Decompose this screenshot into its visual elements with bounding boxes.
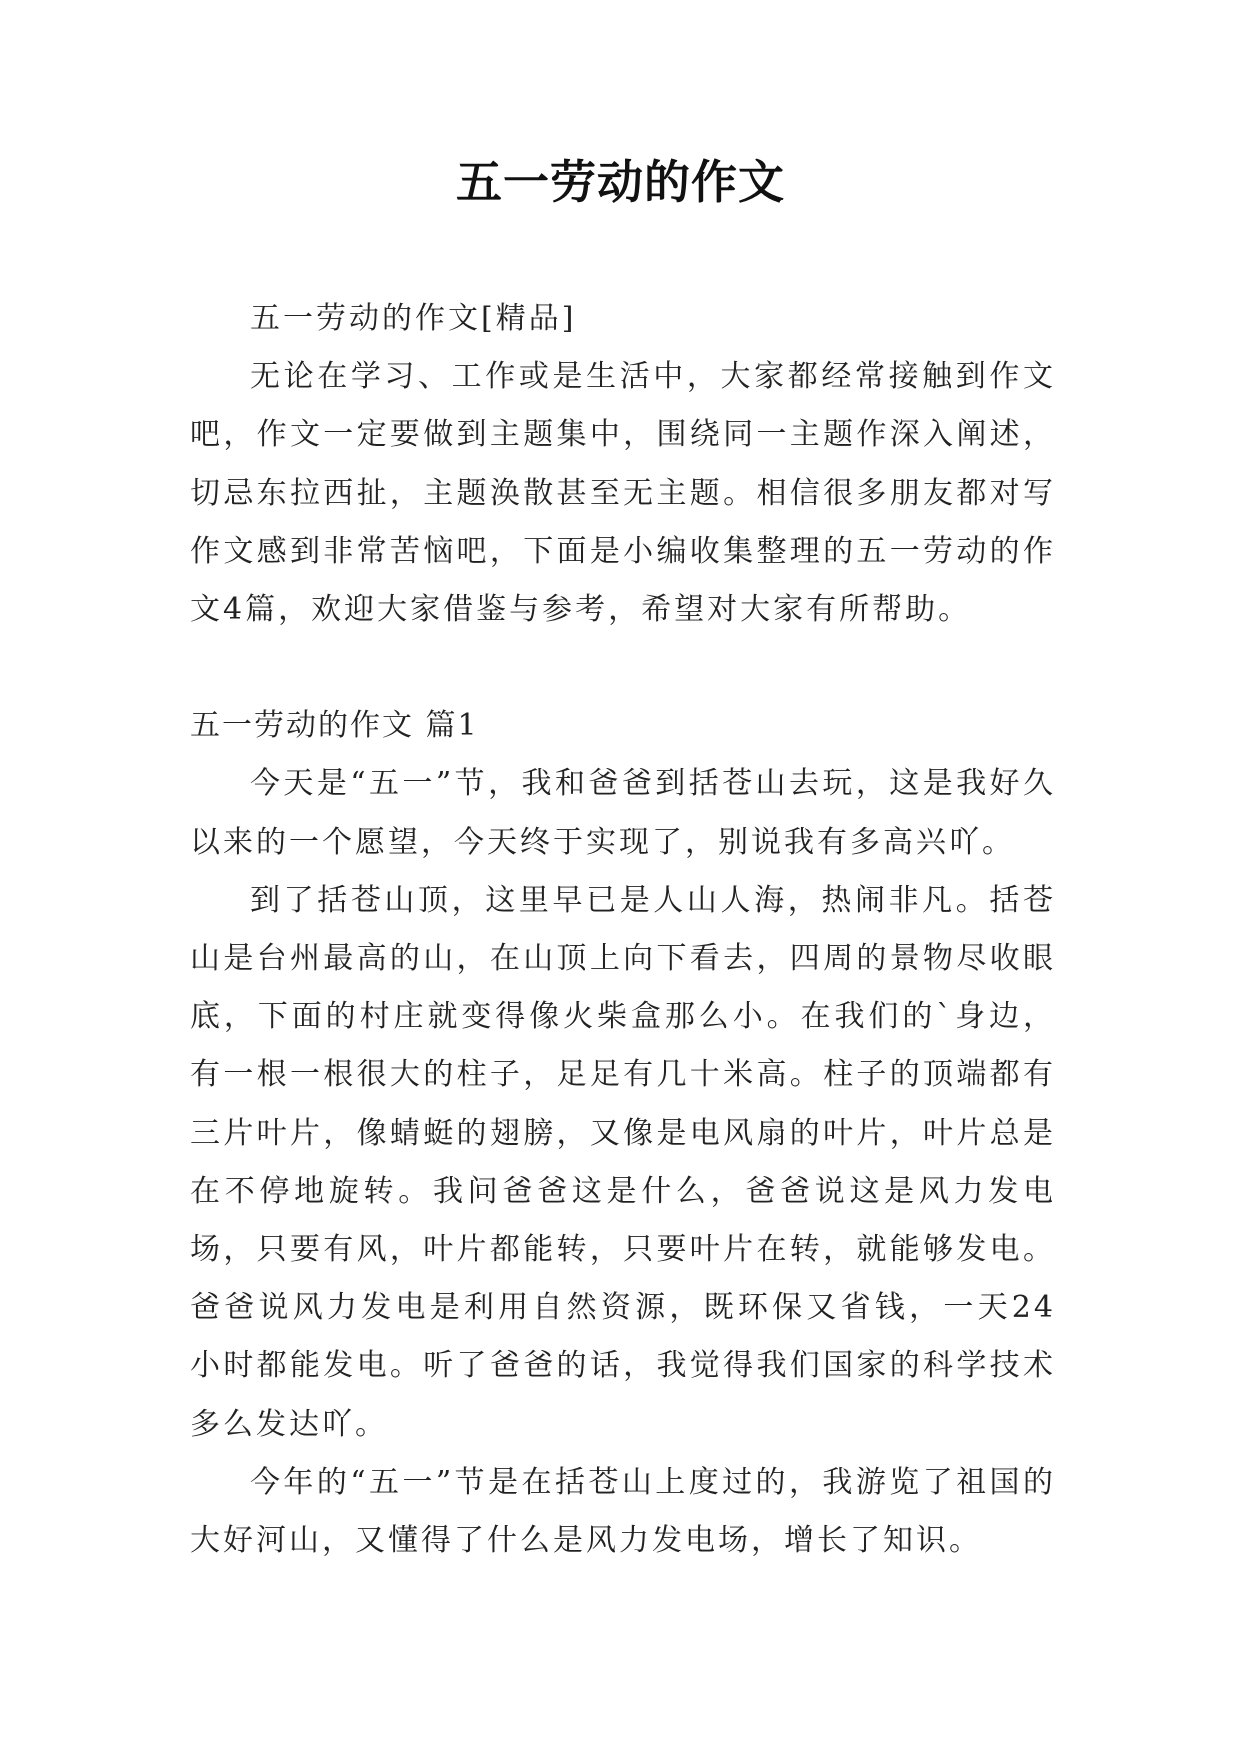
document-body bbox=[190, 290, 1056, 1570]
paragraph-3: 今年的“五一”节是在括苍山上度过的，我游览了祖国的大好河山，又懂得了什么是风力发电场，增长了知识。 bbox=[190, 1464, 1056, 1559]
paragraph-1: 今天是“五一”节，我和爸爸到括苍山去玩，这是我好久以来的一个愿望，今天终于实现了，别说我有多高兴吖。 bbox=[190, 766, 1056, 860]
document-subtitle: 五一劳动的作文[精品] bbox=[250, 301, 577, 336]
intro-paragraph: 无论在学习、工作或是生活中，大家都经常接触到作文吧，作文一定要做到主题集中，围绕同一主题作深入阐述，切忌东拉西扯，主题涣散甚至无主题。相信很多朋友都对写作文感到非常苦恼吧，下面是小编收集整理的五一劳动的作文4篇，欢迎大家借鉴与参考，希望对大家有所帮助。 bbox=[190, 359, 1056, 628]
section-spacer bbox=[190, 639, 1056, 697]
paragraph-2: 到了括苍山顶，这里早已是人山人海，热闹非凡。括苍山是台州最高的山，在山顶上向下看去，四周的景物尽收眼底，下面的村庄就变得像火柴盒那么小。在我们的`身边，有一根一根很大的柱子，足足有几十米高。柱子的顶端都有三片叶片，像蜻蜓的翅膀，又像是电风扇的叶片，叶片总是在不停地旋转。我问爸爸这是什么，爸爸说这是风力发电场，只要有风，叶片都能转，只要叶片在转，就能够发电。爸爸说风力发电是利用自然资源，既环保又省钱，一天24小时都能发电。听了爸爸的话，我觉得我们国家的科学技术多么发达吖。 bbox=[190, 882, 1056, 1442]
section-heading: 五一劳动的作文 篇1 bbox=[190, 708, 479, 744]
document-title: 五一劳动的作文 bbox=[456, 155, 785, 209]
